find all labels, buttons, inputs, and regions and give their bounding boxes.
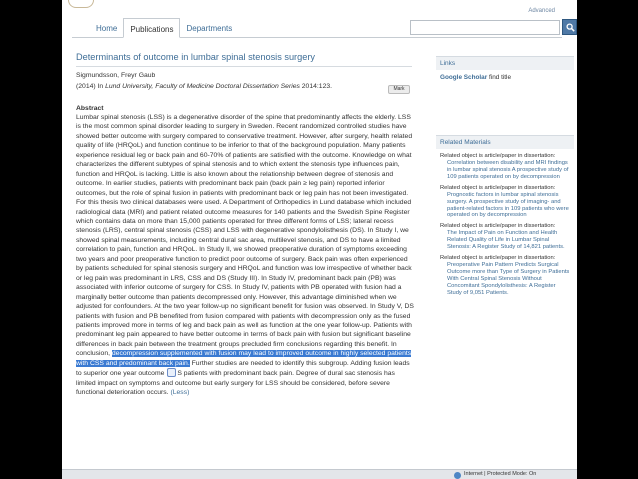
globe-icon [454, 472, 461, 479]
related-item [436, 251, 574, 297]
less-link[interactable]: (Less) [170, 389, 190, 397]
search-icon [566, 23, 575, 32]
tab-publications[interactable]: Publications [123, 18, 180, 38]
abstract-text[interactable] [76, 113, 416, 398]
mark-button[interactable]: Mark [388, 85, 410, 94]
related-type: Related object is article/paper in dissertation: [440, 255, 556, 262]
abstract-body-continued: Further studies are needed to identify this subgroup. Adding fusion leads to superior one year outcome [76, 359, 410, 378]
tab-home[interactable]: Home [96, 24, 118, 33]
related-item [436, 149, 574, 181]
related-type: Related object is article/paper in dissertation: [440, 153, 556, 159]
advanced-search-link[interactable]: Advanced [528, 8, 555, 14]
related-item [436, 219, 574, 251]
author-link[interactable]: Sigmundsson, Freyr Gaub [76, 72, 156, 79]
security-zone-text[interactable]: Internet | Protected Mode: On [464, 471, 537, 477]
citation-suffix: 2014:123. [299, 83, 333, 90]
google-scholar-row [436, 70, 574, 85]
related-title-link[interactable]: Preoperative Pain Pattern Predicts Surgical Outcome more than Type of Surgery in Patients With Central Spinal Stenosis Without Concomitant Spondylolisthesis: A Register Study of 9,051 Patients. [447, 262, 570, 296]
selected-text[interactable]: decompression supplemented with fusion may lead to improved outcome in highly selected patients with CSS and predominant back pain. [76, 350, 412, 367]
google-scholar-suffix: find title [487, 74, 512, 81]
abstract [76, 104, 416, 398]
main-tabs [90, 18, 238, 38]
university-logo [68, 0, 94, 8]
related-title-link[interactable]: Prognostic factors in lumbar spinal stenosis surgery. A prospective study of imaging- and patient-related factors in 109 patients who were operated on by decompression [447, 191, 569, 219]
related-item [436, 181, 574, 220]
title-divider [76, 66, 412, 67]
citation [76, 83, 332, 90]
abstract-body-end: S patients with predominant back pain. Degree of dural sac stenosis has limited impact on symptoms and outcome but early surgery for LSS should be considered, before severe functional deterioration occurs. [76, 370, 395, 397]
related-materials-heading: Related Materials [436, 135, 574, 149]
related-type: Related object is article/paper in dissertation: [440, 223, 556, 230]
tab-departments[interactable]: Departments [186, 24, 233, 33]
related-type: Related object is article/paper in dissertation: [440, 184, 556, 191]
page-title: Determinants of outcome in lumbar spinal stenosis surgery [76, 52, 315, 62]
citation-prefix: (2014) In [76, 83, 106, 90]
abstract-heading: Abstract [76, 105, 104, 112]
text-cursor-icon [167, 368, 176, 377]
links-heading: Links [436, 56, 574, 70]
browser-page [62, 0, 577, 479]
related-title-link[interactable]: Correlation between disability and MRI findings in lumbar spinal stenosis A prospective study of 109 patients operated on by decompression [447, 160, 569, 180]
citation-series: Lund University, Faculty of Medicine Doctoral Dissertation Series [105, 83, 300, 90]
search-input[interactable] [410, 20, 560, 35]
search-button[interactable] [562, 19, 577, 35]
google-scholar-link[interactable]: Google Scholar [440, 74, 488, 81]
related-title-link[interactable]: The Impact of Pain on Function and Health Related Quality of Life in Lumbar Spinal Stenosis: A Register Study of 14,821 patients. [447, 230, 565, 251]
status-bar [62, 469, 577, 479]
links-panel [436, 56, 574, 85]
abstract-body: Lumbar spinal stenosis (LSS) is a degenerative disorder of the spine that predominantly affects the elderly. LSS is the most common spinal disorder leading to surgery in Sweden. Recent randomized controlled studies have showed better outcome with surgery compared to conservative treatment. However, after surgery, health related quality of life (HRQoL) and function continue to be inferior to that of the background population. Many patients experience residual leg or back pain and 60-70% of patients are satisfied with the outcome. Knowledge on what characterizes the different subtypes of spinal stenosis and to which extent the stenosis type influences pain, function and HRQoL is lacking. Little is also known about the relationship between degree of stenosis and outcome. In earlier studies, patients with predominant back pain (back pain ≥ leg pain) reported inferior outcomes, but the role of spinal fusion in patients with predominant back or leg pain has not been investigated. For this thesis two clinical databases were used. A Department of Orthopedics in Lund database which included radiological data (MRI) and patient related outcome measures for 140 patients and the Swedish Spine Register which contains data on more than 15,000 patients operated for three different forms of LSS; lateral recess stenosis (LRS), central spinal stenosis (CSS) and LSS with degenerative spondylolisthesis (DS). In Study I, we showed spinal measurements, including central dural sac area, multilevel stenosis, and DS to have a limited correlation to pain, function and HRQoL. In Study II, we showed preoperative duration of symptoms exceeding two years and poor preoperative function to predict poor outcome of surgery. Back pain was often experienced by patients scheduled for spinal stenosis surgery and HRQoL and function was low irrespective of whether back or leg pain was predominant in LRS, CSS and DS (Study III). In Study IV, predominant back pain (PB) was associated with inferior outcome of surgery for CSS. In Study IV, patients with PB operated with fusion had a marginally better outcome than patients decompressed only. However, this advantage diminished when we adjusted for confounders. At the two year follow-up no significant benefit for fusion was observed. In Study V, DS patients with fusion and PB benefited from fusion compared with patients with decompression only as the fused patients improved more in terms of leg and back pain as well as function at the one year follow-up. Patients with predominant leg pain appeared to have better outcome in terms of back pain with fusion but significant baseline differences in back pain between the treatment groups precluded firm conclusions regarding this benefit. In conclusion, [76, 114, 414, 358]
related-materials-panel [436, 135, 574, 297]
